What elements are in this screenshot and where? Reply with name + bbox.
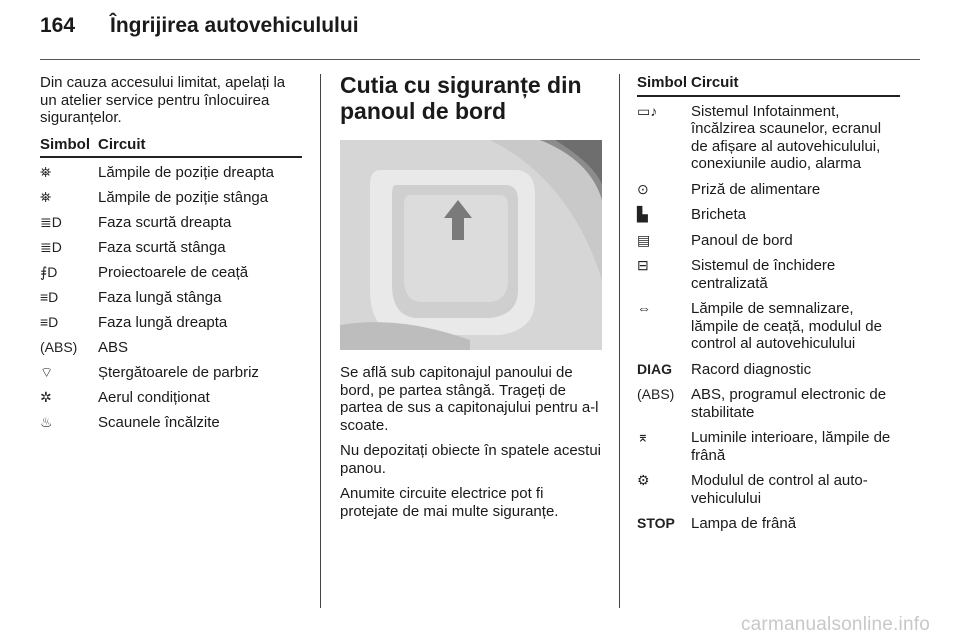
table-row [40,314,302,332]
page-title: Îngrijirea autovehiculului [110,14,359,37]
section-title: Cutia cu siguranțe din panoul de bord [340,72,582,124]
table-row [40,389,302,407]
page-number: 164 [40,14,76,37]
abs-icon: (ABS) [637,386,675,402]
table-row [40,364,302,382]
table-row [40,214,302,232]
table-row [637,232,900,250]
watermark: carmanualsonline.info [740,614,930,635]
column-divider [619,74,620,608]
fuse-box-cover-photo [340,140,602,350]
table-row [637,386,900,421]
column-divider [320,74,321,608]
intro-text: Din cauza accesului limitat, apelați la un atelier service pentru înlocuirea siguranțelor. [40,74,286,126]
parking-light-left-icon: ⛯ [40,189,52,205]
high-beam-left-icon: ≡D [40,289,59,305]
table-row [637,257,900,292]
circuit-label: Lămpile de poziție stânga [98,189,269,206]
circuit-label: ABS [98,339,129,356]
cigarette-lighter-icon: ▙ [637,206,648,222]
table-row [40,289,302,307]
circuit-label: Panoul de bord [691,231,793,249]
circuit-label: Bricheta [691,206,747,223]
circuit-label: Faza scurtă stânga [98,239,226,256]
circuit-label: Sistemul Infotainment, încălzirea scaunelor, ecranul de afișare al autovehiculului, conexiunile audio, alarma [691,102,882,172]
circuit-label: Lampa de frână [691,515,797,532]
air-conditioning-icon: ✲ [40,389,52,405]
fog-light-icon: ⨎D [40,264,58,280]
page-header [40,14,359,38]
instrument-panel-icon: ▤ [637,231,651,248]
location-paragraph: Se află sub capitonajul panoului de bord, pe partea stângă. Trageți de partea de sus a capitonajului pentru a-l scoate. [340,364,599,434]
header-symbol: Simbol [40,135,91,153]
interior-light-icon: ⌆ [637,429,649,445]
table-row [40,414,302,432]
low-beam-right-icon: ≣D [40,214,62,230]
header-circuit: Circuit [98,135,146,153]
table-row [40,264,302,282]
table-row [637,181,900,199]
table-row [40,189,302,207]
circuit-label: Faza scurtă dreapta [98,214,232,231]
central-locking-icon: ⊟ [637,257,649,273]
parking-light-right-icon: ⛯ [40,164,52,180]
engine-control-icon: ⚙ [637,472,650,488]
multiple-fuses-paragraph: Anumite circuite electrice pot fi protejate de mai multe siguranțe. [340,485,559,520]
turn-signal-icon: ⇔ [637,300,651,316]
fuse-table-column-3 [637,74,900,541]
circuit-label: Ștergătoarele de parbriz [98,364,259,381]
circuit-label: Racord diagnostic [691,360,812,378]
power-outlet-icon: ⊙ [637,180,649,197]
abs-icon: (ABS) [40,339,78,355]
header-divider [40,59,920,60]
table-row [637,361,900,379]
circuit-label: Modulul de control al autovehiculului [691,472,868,507]
infotainment-icon: ▭♪ [637,102,658,119]
low-beam-left-icon: ≣D [40,239,62,255]
circuit-label: Aerul condiționat [98,389,210,406]
storage-warning-paragraph: Nu depozitați obiecte în spatele acestui panou. [340,442,601,477]
circuit-label: Luminile interioare, lămpile de frână [691,429,891,464]
circuit-label: Priză de alimentare [691,180,821,198]
table-row [40,164,302,182]
circuit-label: Sistemul de închidere centralizată [691,257,836,292]
fuse-table-column-1 [40,74,302,439]
header-circuit: Circuit [691,74,739,91]
circuit-label: Scaunele încălzite [98,414,220,431]
stop-text: STOP [637,515,675,531]
table-row [637,300,900,353]
circuit-label: Proiectoarele de ceață [98,264,249,281]
circuit-label: Faza lungă stânga [98,289,222,306]
table-row [637,515,900,533]
circuit-label: Lămpile de semnalizare, lămpile de ceață, modulul de control al autovehiculului [691,300,882,352]
table-header [40,136,302,159]
table-row [637,472,900,507]
table-row [637,103,900,173]
heated-seat-icon: ♨ [40,414,53,430]
circuit-label: ABS, programul electronic de stabilitate [691,386,887,421]
high-beam-right-icon: ≡D [40,314,59,330]
diag-text: DIAG [637,360,672,377]
table-row [40,239,302,257]
wiper-icon: ⌔ [40,364,54,380]
table-row [637,206,900,224]
table-row [637,429,900,464]
table-header [637,74,900,97]
table-row [40,339,302,357]
circuit-label: Lămpile de poziție dreapta [98,164,274,181]
header-symbol: Simbol [637,74,688,91]
fuse-box-section [340,74,602,528]
circuit-label: Faza lungă dreapta [98,314,228,331]
